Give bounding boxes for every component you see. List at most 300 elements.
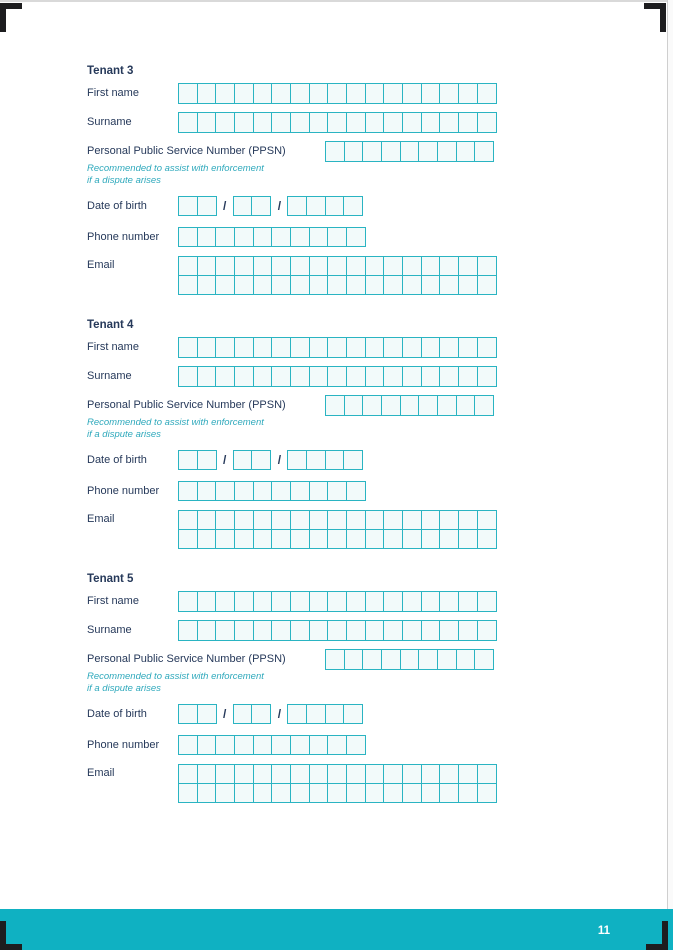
char-box[interactable] (383, 510, 403, 531)
char-box[interactable] (477, 366, 497, 387)
char-box[interactable] (421, 510, 441, 531)
char-box[interactable] (477, 764, 497, 785)
char-box[interactable] (474, 395, 494, 416)
char-box[interactable] (327, 275, 347, 296)
char-box[interactable] (233, 196, 253, 217)
char-box[interactable] (287, 196, 307, 217)
char-box[interactable] (343, 450, 363, 471)
char-box[interactable] (362, 395, 382, 416)
char-box[interactable] (253, 112, 273, 133)
char-box[interactable] (309, 112, 329, 133)
char-box[interactable] (251, 704, 271, 725)
surname-boxes[interactable] (178, 620, 497, 641)
char-box[interactable] (178, 620, 198, 641)
char-box[interactable] (344, 395, 364, 416)
char-box[interactable] (439, 764, 459, 785)
char-box[interactable] (290, 256, 310, 277)
char-box[interactable] (178, 735, 198, 756)
char-box[interactable] (234, 735, 254, 756)
char-box[interactable] (346, 510, 366, 531)
char-box[interactable] (327, 112, 347, 133)
char-box[interactable] (458, 256, 478, 277)
char-box[interactable] (215, 591, 235, 612)
char-box[interactable] (234, 337, 254, 358)
char-box[interactable] (477, 620, 497, 641)
char-box[interactable] (215, 764, 235, 785)
char-box[interactable] (309, 481, 329, 502)
char-box[interactable] (178, 366, 198, 387)
char-box[interactable] (197, 366, 217, 387)
char-box[interactable] (197, 196, 217, 217)
char-box[interactable] (253, 764, 273, 785)
char-box[interactable] (383, 112, 403, 133)
surname-boxes[interactable] (178, 112, 497, 133)
char-box[interactable] (439, 275, 459, 296)
char-box[interactable] (309, 337, 329, 358)
char-box[interactable] (458, 591, 478, 612)
char-box[interactable] (178, 764, 198, 785)
char-box[interactable] (344, 649, 364, 670)
char-box[interactable] (327, 529, 347, 550)
char-box[interactable] (197, 510, 217, 531)
char-box[interactable] (327, 735, 347, 756)
char-box[interactable] (234, 783, 254, 804)
char-box[interactable] (309, 83, 329, 104)
char-box[interactable] (178, 510, 198, 531)
char-box[interactable] (400, 141, 420, 162)
char-box[interactable] (215, 620, 235, 641)
char-box[interactable] (421, 764, 441, 785)
char-box[interactable] (215, 481, 235, 502)
char-box[interactable] (458, 783, 478, 804)
char-box[interactable] (234, 591, 254, 612)
char-box[interactable] (290, 529, 310, 550)
char-box[interactable] (365, 764, 385, 785)
dob-day-boxes[interactable] (178, 450, 217, 471)
char-box[interactable] (197, 83, 217, 104)
char-box[interactable] (346, 83, 366, 104)
char-box[interactable] (365, 337, 385, 358)
char-box[interactable] (309, 620, 329, 641)
char-box[interactable] (421, 83, 441, 104)
char-box[interactable] (365, 510, 385, 531)
char-box[interactable] (215, 256, 235, 277)
char-box[interactable] (365, 620, 385, 641)
char-box[interactable] (458, 366, 478, 387)
char-box[interactable] (306, 704, 326, 725)
char-box[interactable] (178, 704, 198, 725)
char-box[interactable] (271, 366, 291, 387)
first-name-boxes[interactable] (178, 83, 497, 104)
char-box[interactable] (306, 196, 326, 217)
char-box[interactable] (178, 83, 198, 104)
char-box[interactable] (253, 735, 273, 756)
char-box[interactable] (477, 83, 497, 104)
char-box[interactable] (458, 275, 478, 296)
char-box[interactable] (383, 337, 403, 358)
char-box[interactable] (253, 256, 273, 277)
char-box[interactable] (402, 529, 422, 550)
char-box[interactable] (456, 141, 476, 162)
char-box[interactable] (418, 649, 438, 670)
char-box[interactable] (178, 337, 198, 358)
email-boxes-row1[interactable] (178, 256, 497, 277)
char-box[interactable] (327, 227, 347, 248)
char-box[interactable] (253, 83, 273, 104)
email-boxes-row2[interactable] (178, 276, 497, 295)
char-box[interactable] (402, 83, 422, 104)
char-box[interactable] (477, 591, 497, 612)
char-box[interactable] (456, 649, 476, 670)
char-box[interactable] (234, 227, 254, 248)
char-box[interactable] (309, 783, 329, 804)
dob-year-boxes[interactable] (287, 704, 363, 725)
char-box[interactable] (309, 529, 329, 550)
char-box[interactable] (290, 112, 310, 133)
char-box[interactable] (271, 783, 291, 804)
char-box[interactable] (421, 275, 441, 296)
char-box[interactable] (437, 649, 457, 670)
char-box[interactable] (287, 450, 307, 471)
char-box[interactable] (327, 591, 347, 612)
email-boxes-row1[interactable] (178, 764, 497, 785)
char-box[interactable] (309, 591, 329, 612)
email-boxes[interactable] (178, 764, 497, 804)
char-box[interactable] (327, 783, 347, 804)
char-box[interactable] (439, 256, 459, 277)
char-box[interactable] (421, 337, 441, 358)
char-box[interactable] (251, 196, 271, 217)
email-boxes-row2[interactable] (178, 784, 497, 803)
dob-day-boxes[interactable] (178, 196, 217, 217)
char-box[interactable] (271, 337, 291, 358)
char-box[interactable] (197, 337, 217, 358)
char-box[interactable] (271, 510, 291, 531)
dob-month-boxes[interactable] (233, 196, 272, 217)
char-box[interactable] (178, 275, 198, 296)
char-box[interactable] (197, 112, 217, 133)
char-box[interactable] (215, 366, 235, 387)
char-box[interactable] (178, 450, 198, 471)
char-box[interactable] (439, 529, 459, 550)
char-box[interactable] (346, 227, 366, 248)
char-box[interactable] (365, 529, 385, 550)
char-box[interactable] (458, 529, 478, 550)
char-box[interactable] (325, 450, 345, 471)
char-box[interactable] (458, 83, 478, 104)
char-box[interactable] (290, 337, 310, 358)
char-box[interactable] (458, 112, 478, 133)
email-boxes[interactable] (178, 256, 497, 296)
char-box[interactable] (383, 764, 403, 785)
char-box[interactable] (197, 704, 217, 725)
dob-day-boxes[interactable] (178, 704, 217, 725)
char-box[interactable] (346, 481, 366, 502)
char-box[interactable] (253, 366, 273, 387)
char-box[interactable] (290, 83, 310, 104)
char-box[interactable] (383, 591, 403, 612)
char-box[interactable] (309, 275, 329, 296)
char-box[interactable] (325, 649, 345, 670)
char-box[interactable] (365, 112, 385, 133)
char-box[interactable] (474, 649, 494, 670)
char-box[interactable] (477, 529, 497, 550)
first-name-boxes[interactable] (178, 591, 497, 612)
char-box[interactable] (271, 112, 291, 133)
char-box[interactable] (402, 366, 422, 387)
char-box[interactable] (197, 591, 217, 612)
char-box[interactable] (327, 366, 347, 387)
phone-boxes[interactable] (178, 481, 366, 502)
dob-month-boxes[interactable] (233, 704, 272, 725)
char-box[interactable] (346, 275, 366, 296)
char-box[interactable] (477, 112, 497, 133)
char-box[interactable] (381, 649, 401, 670)
char-box[interactable] (402, 337, 422, 358)
char-box[interactable] (383, 83, 403, 104)
char-box[interactable] (178, 481, 198, 502)
ppsn-boxes[interactable] (325, 141, 494, 162)
char-box[interactable] (346, 112, 366, 133)
phone-boxes[interactable] (178, 735, 366, 756)
char-box[interactable] (327, 510, 347, 531)
char-box[interactable] (197, 529, 217, 550)
char-box[interactable] (365, 83, 385, 104)
char-box[interactable] (197, 450, 217, 471)
char-box[interactable] (456, 395, 476, 416)
char-box[interactable] (233, 704, 253, 725)
char-box[interactable] (290, 366, 310, 387)
char-box[interactable] (458, 620, 478, 641)
char-box[interactable] (458, 764, 478, 785)
char-box[interactable] (271, 256, 291, 277)
dob-month-boxes[interactable] (233, 450, 272, 471)
ppsn-boxes[interactable] (325, 395, 494, 416)
char-box[interactable] (421, 591, 441, 612)
char-box[interactable] (439, 591, 459, 612)
char-box[interactable] (400, 395, 420, 416)
char-box[interactable] (271, 275, 291, 296)
char-box[interactable] (474, 141, 494, 162)
char-box[interactable] (215, 275, 235, 296)
char-box[interactable] (197, 735, 217, 756)
char-box[interactable] (439, 783, 459, 804)
char-box[interactable] (439, 112, 459, 133)
char-box[interactable] (346, 735, 366, 756)
char-box[interactable] (234, 529, 254, 550)
char-box[interactable] (197, 764, 217, 785)
char-box[interactable] (325, 395, 345, 416)
char-box[interactable] (346, 366, 366, 387)
char-box[interactable] (178, 783, 198, 804)
char-box[interactable] (439, 620, 459, 641)
char-box[interactable] (346, 783, 366, 804)
char-box[interactable] (346, 256, 366, 277)
char-box[interactable] (251, 450, 271, 471)
char-box[interactable] (253, 481, 273, 502)
char-box[interactable] (271, 227, 291, 248)
char-box[interactable] (234, 275, 254, 296)
char-box[interactable] (197, 227, 217, 248)
char-box[interactable] (402, 764, 422, 785)
char-box[interactable] (215, 735, 235, 756)
char-box[interactable] (439, 83, 459, 104)
char-box[interactable] (271, 529, 291, 550)
char-box[interactable] (253, 227, 273, 248)
char-box[interactable] (253, 510, 273, 531)
char-box[interactable] (402, 783, 422, 804)
ppsn-boxes[interactable] (325, 649, 494, 670)
char-box[interactable] (346, 591, 366, 612)
char-box[interactable] (346, 764, 366, 785)
char-box[interactable] (306, 450, 326, 471)
char-box[interactable] (271, 83, 291, 104)
char-box[interactable] (402, 620, 422, 641)
dob-year-boxes[interactable] (287, 196, 363, 217)
char-box[interactable] (383, 620, 403, 641)
char-box[interactable] (178, 256, 198, 277)
char-box[interactable] (290, 591, 310, 612)
char-box[interactable] (381, 141, 401, 162)
char-box[interactable] (365, 275, 385, 296)
char-box[interactable] (477, 256, 497, 277)
char-box[interactable] (439, 337, 459, 358)
char-box[interactable] (325, 704, 345, 725)
char-box[interactable] (234, 481, 254, 502)
char-box[interactable] (421, 620, 441, 641)
char-box[interactable] (400, 649, 420, 670)
char-box[interactable] (234, 366, 254, 387)
char-box[interactable] (477, 337, 497, 358)
char-box[interactable] (309, 366, 329, 387)
char-box[interactable] (325, 196, 345, 217)
char-box[interactable] (253, 529, 273, 550)
char-box[interactable] (290, 275, 310, 296)
char-box[interactable] (178, 196, 198, 217)
dob-year-boxes[interactable] (287, 450, 363, 471)
email-boxes-row1[interactable] (178, 510, 497, 531)
char-box[interactable] (343, 704, 363, 725)
char-box[interactable] (215, 227, 235, 248)
char-box[interactable] (290, 783, 310, 804)
char-box[interactable] (402, 112, 422, 133)
char-box[interactable] (421, 529, 441, 550)
char-box[interactable] (365, 591, 385, 612)
char-box[interactable] (437, 141, 457, 162)
char-box[interactable] (290, 481, 310, 502)
char-box[interactable] (271, 591, 291, 612)
char-box[interactable] (458, 510, 478, 531)
char-box[interactable] (178, 227, 198, 248)
char-box[interactable] (362, 141, 382, 162)
char-box[interactable] (234, 112, 254, 133)
char-box[interactable] (327, 481, 347, 502)
char-box[interactable] (346, 529, 366, 550)
char-box[interactable] (477, 510, 497, 531)
char-box[interactable] (215, 529, 235, 550)
char-box[interactable] (418, 395, 438, 416)
char-box[interactable] (234, 764, 254, 785)
char-box[interactable] (253, 620, 273, 641)
char-box[interactable] (290, 620, 310, 641)
char-box[interactable] (178, 112, 198, 133)
char-box[interactable] (178, 591, 198, 612)
char-box[interactable] (402, 591, 422, 612)
char-box[interactable] (418, 141, 438, 162)
char-box[interactable] (197, 275, 217, 296)
char-box[interactable] (458, 337, 478, 358)
char-box[interactable] (421, 112, 441, 133)
char-box[interactable] (346, 620, 366, 641)
first-name-boxes[interactable] (178, 337, 497, 358)
char-box[interactable] (271, 620, 291, 641)
char-box[interactable] (271, 481, 291, 502)
char-box[interactable] (215, 112, 235, 133)
char-box[interactable] (234, 510, 254, 531)
char-box[interactable] (215, 83, 235, 104)
char-box[interactable] (402, 256, 422, 277)
char-box[interactable] (215, 510, 235, 531)
char-box[interactable] (365, 783, 385, 804)
char-box[interactable] (309, 510, 329, 531)
char-box[interactable] (344, 141, 364, 162)
char-box[interactable] (383, 529, 403, 550)
char-box[interactable] (233, 450, 253, 471)
char-box[interactable] (383, 366, 403, 387)
char-box[interactable] (253, 783, 273, 804)
phone-boxes[interactable] (178, 227, 366, 248)
email-boxes[interactable] (178, 510, 497, 550)
char-box[interactable] (290, 764, 310, 785)
char-box[interactable] (197, 481, 217, 502)
char-box[interactable] (253, 337, 273, 358)
char-box[interactable] (197, 256, 217, 277)
char-box[interactable] (365, 256, 385, 277)
char-box[interactable] (271, 764, 291, 785)
char-box[interactable] (421, 256, 441, 277)
char-box[interactable] (437, 395, 457, 416)
char-box[interactable] (402, 510, 422, 531)
char-box[interactable] (253, 591, 273, 612)
char-box[interactable] (234, 620, 254, 641)
char-box[interactable] (327, 83, 347, 104)
char-box[interactable] (290, 735, 310, 756)
char-box[interactable] (253, 275, 273, 296)
char-box[interactable] (383, 275, 403, 296)
char-box[interactable] (327, 764, 347, 785)
char-box[interactable] (327, 256, 347, 277)
char-box[interactable] (215, 337, 235, 358)
char-box[interactable] (197, 783, 217, 804)
char-box[interactable] (197, 620, 217, 641)
char-box[interactable] (343, 196, 363, 217)
char-box[interactable] (215, 783, 235, 804)
char-box[interactable] (234, 256, 254, 277)
char-box[interactable] (365, 366, 385, 387)
char-box[interactable] (383, 783, 403, 804)
char-box[interactable] (346, 337, 366, 358)
char-box[interactable] (439, 510, 459, 531)
char-box[interactable] (421, 783, 441, 804)
char-box[interactable] (383, 256, 403, 277)
char-box[interactable] (309, 227, 329, 248)
email-boxes-row2[interactable] (178, 530, 497, 549)
char-box[interactable] (402, 275, 422, 296)
char-box[interactable] (287, 704, 307, 725)
surname-boxes[interactable] (178, 366, 497, 387)
char-box[interactable] (477, 783, 497, 804)
char-box[interactable] (327, 620, 347, 641)
